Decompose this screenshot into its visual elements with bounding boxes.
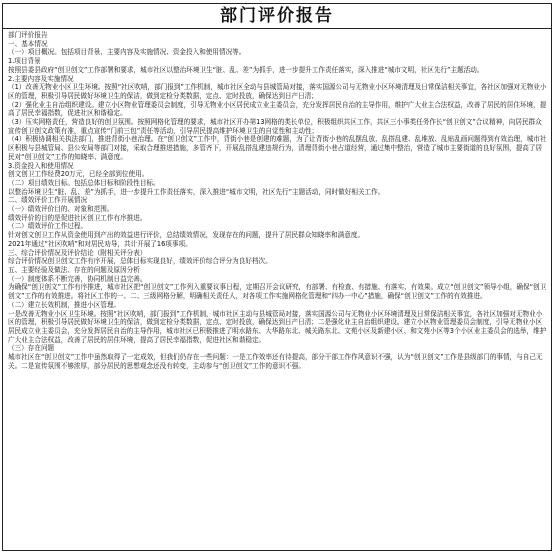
- report-line: 以整治环境卫生“脏、乱、差”为抓手，进一步提升工作责任落实，深入推进“城市文明，社区先行”主题活动，同时做好相关工作。: [8, 187, 385, 196]
- report-line: 城市社区在“创卫创文”工作中虽然取得了一定成效，但我们仍存在一些问题：一是工作效率还有待提高，部分干部工作作风意识不强，认为“创卫创文”工作是县级部门的事情，与自己无关。二是宣传氛围不够浓厚，部分居民的思想观念还没有转变，主动参与“创卫创文”工作的意识不强。: [8, 353, 543, 370]
- report-line: （2）强化业主自治组织建设。建立小区物业管理委员会制度，引导无物业小区居民成立业主委员会，充分发挥居民自治的主导作用，维护广大业主合法权益，改善了居民的居住环境，提高了居民幸福指数，促进社区和谐稳定。: [8, 100, 547, 118]
- report-line: （三）存在问题: [8, 344, 55, 353]
- report-line: （一）绩效评价目的、对象和范围。: [8, 205, 114, 214]
- report-line: （一）制度体系不断完善，协同机制日益完善。: [8, 274, 147, 283]
- report-line: 按照县委县政府“创卫创文”工作部署和要求，城市社区以整治环境卫生“脏、乱、差”为抓手，进一步提升工作责任落实，深入推进“城市文明，社区先行”主题活动。: [8, 65, 484, 74]
- report-line: 绩效评价的目的是促进社区创卫工作有序推进。: [8, 213, 147, 222]
- report-line: 部门评价报告: [8, 31, 48, 39]
- report-line: （二）建立长效机制，推进小区管理。: [8, 300, 121, 309]
- report-line: 2.主要内容及实施情况: [8, 74, 74, 83]
- report-line: 2021年通过“社区吹哨”和对居民劝导，共计开展了16项事项。: [8, 239, 192, 248]
- report-line: 3.资金投入和使用情况: [8, 161, 74, 170]
- report-line: 二、绩效评价工作开展情况: [8, 196, 88, 205]
- report-line: （二）项目绩效目标。包括总体目标和阶段性目标。: [8, 178, 160, 187]
- report-page: [0, 3, 554, 558]
- report-line: （4）积极协调相关执法部门，推进背街小巷治理。在“创卫创文”工作中，背街小巷是创建的难题，为了让背街小巷的乱摆乱放、乱搭乱建、乱堆放、乱贴乱画问题得到有效治理，城市社区积极与县城管局、县公安局等部门对接，采取合理推进措施，多管齐下，开展乱搭乱建违规行为，清理背街小巷占道经营，通过集中整治，营造了城市主要街道的良好氛围，提高了居民对“创卫创文”工作的知晓率、满意度。: [8, 135, 547, 161]
- report-line: （二）绩效评价工作过程。: [8, 222, 88, 231]
- report-line: 针对创文创卫工作从资金使用到产出的效益进行评价，总结绩效情况，发现存在的问题，提升了居民群众知晓率和满意度。: [8, 231, 365, 240]
- report-line: 三、综合评价情况及评价结论（附相关评分表）: [8, 248, 147, 257]
- report-line: 1.项目背景: [8, 57, 41, 66]
- report-line: （一）项目概况。包括项目背景、主要内容及实施情况、资金投入和使用情况等。: [8, 48, 246, 57]
- report-body: [2, 28, 552, 551]
- report-line: （1）改善无物业小区卫生环境。按照“社区吹哨，部门报到”工作机制，城市社区全动与县城管局对接，落实国源公司与无物业小区环境清理及日常保洁相关事宜，各社区加强对无物业小区的管理，积极引导居民做好环境卫生的保洁，做到定检分类数据，定点、定时投放，确保达到日产日清；: [8, 83, 547, 100]
- report-line: 创文创卫工作经费20万元，已经全部到位使用。: [8, 170, 149, 179]
- report-line: 一是改善无物业小区卫生环境。按照“社区吹哨，部门报到”工作机制，城市社区主动与县城管局对接，落实国源公司与无物业小区环境清理及日常保洁相关事宜，各社区加强对无物业小区的管理，积极引导居民做好环境卫生的保洁，做到定检分类数据，定点、定时投放，确保达到日产日清；二是强化业主自治组织建设。建立小区物业管理委员会制度，引导无物业小区居民成立业主委员会，充分发挥居民自治的主导作用，城市社区已积极推进了明水路东、大华路东北、城关路东北、文苑小区及新建小区、和文苑小区等3个小区业主委员会的选举，维护广大业主合法权益，改善了居民的居住环境，提高了居民幸福指数，促进社区和谐稳定。: [8, 309, 547, 344]
- page-title: 部门评价报告: [2, 3, 552, 28]
- report-line: 五、主要经验及做法、存在的问题及原因分析: [8, 265, 140, 274]
- report-line: （3）压实网格责任，营造良好的创卫氛围。按照网格化管理的要求，城市社区开办第13网格的类长单位，积极组织共区工作，共区三小事类任务作长“创卫创文”合议精神，向居民群众宣传创卫创文政策有准，重点宣传“门前三包”责任等活动，引导居民提高维护环境卫生的自觉性和主动性；: [8, 118, 542, 135]
- report-line: 综合评价情况创卫创文工作有序开展，总体目标实现良好，绩效评价综合评分为良好档次。: [8, 257, 272, 266]
- report-line: 一、基本情况: [8, 39, 48, 48]
- report-line: 为确保“创卫创文”工作有序推进，城市社区把“创卫创文”工作列入重要议事日程，定期召开会议研究，有部署、有检查、有措施、有落实、有效果。成立“创卫创文”领导小组，确保“创卫创文”工作的有效推进。将社区工作的一、二、三级网格分解，明确相关责任人，对各项工作实施网格化管理和“四办一中心”措施，确保“创卫创文”工作的有效推进。: [8, 283, 547, 301]
